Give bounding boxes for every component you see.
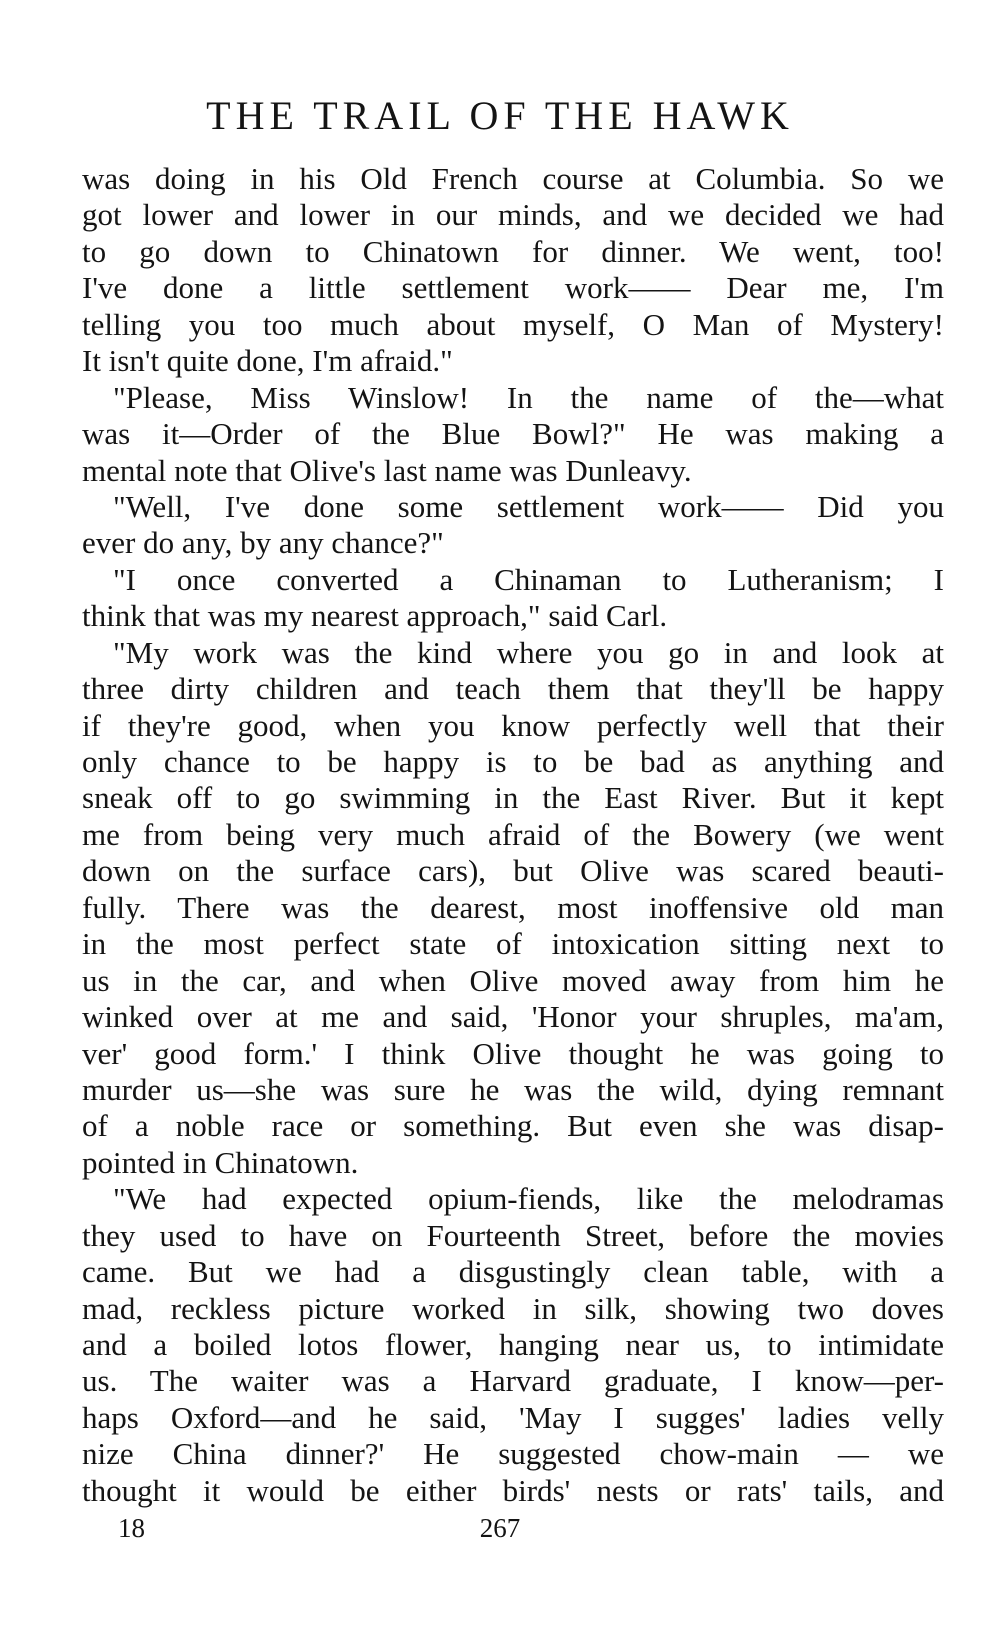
- text-line: me from being very much afraid of the Bowery (we went: [82, 816, 944, 852]
- text-line: haps Oxford—and he said, 'May I sugges' ladies velly: [82, 1399, 944, 1435]
- text-line: down on the surface cars), but Olive was scared beauti-: [82, 853, 944, 889]
- page-footer: [0, 1508, 1000, 1548]
- text-line: "My work was the kind where you go in and look at: [82, 634, 944, 670]
- body-text: [82, 161, 944, 1509]
- text-line: us in the car, and when Olive moved away from him he: [82, 962, 944, 998]
- text-line: telling you too much about myself, O Man of Mystery!: [82, 306, 944, 342]
- text-line: "I once converted a Chinaman to Lutheranism; I: [82, 561, 944, 597]
- text-line: came. But we had a disgustingly clean table, with a: [82, 1254, 944, 1290]
- text-line: pointed in Chinatown.: [82, 1144, 359, 1180]
- text-line: they used to have on Fourteenth Street, before the movies: [82, 1217, 944, 1253]
- text-line: and a boiled lotos flower, hanging near us, to intimidate: [82, 1327, 944, 1362]
- text-line: winked over at me and said, 'Honor your shruples, ma'am,: [82, 999, 944, 1035]
- text-line: of a noble race or something. But even she was disap-: [82, 1108, 944, 1144]
- text-line: "We had expected opium-fiends, like the melodramas: [82, 1181, 944, 1217]
- text-line: murder us—she was sure he was the wild, dying remnant: [82, 1071, 944, 1107]
- text-line: us. The waiter was a Harvard graduate, I know—per-: [82, 1363, 944, 1399]
- text-line: if they're good, when you know perfectly well that their: [82, 707, 944, 743]
- text-line: to go down to Chinatown for dinner. We went, too!: [82, 233, 944, 269]
- text-line: sneak off to go swimming in the East River. But it kept: [82, 780, 944, 816]
- text-line: nize China dinner?' He suggested chow-main — we: [82, 1436, 944, 1472]
- page-number: 267: [479, 1513, 521, 1543]
- text-line: think that was my nearest approach," said Carl.: [82, 598, 668, 634]
- text-line: mental note that Olive's last name was Dunleavy.: [82, 452, 692, 488]
- text-line: three dirty children and teach them that they'll be happy: [82, 671, 944, 707]
- text-line: only chance to be happy is to be bad as anything and: [82, 744, 944, 779]
- text-line: in the most perfect state of intoxication sitting next to: [82, 926, 944, 962]
- text-line: mad, reckless picture worked in silk, showing two doves: [82, 1290, 944, 1326]
- text-line: thought it would be either birds' nests or rats' tails, and: [82, 1472, 944, 1508]
- text-line: "Please, Miss Winslow! In the name of the—what: [82, 379, 944, 415]
- text-line: was it—Order of the Blue Bowl?" He was making a: [82, 416, 944, 452]
- text-line: was doing in his Old French course at Columbia. So we: [82, 161, 944, 196]
- text-line: "Well, I've done some settlement work—— Did you: [82, 488, 944, 524]
- text-line: ver' good form.' I think Olive thought he was going to: [82, 1035, 944, 1071]
- text-line: got lower and lower in our minds, and we decided we had: [82, 197, 944, 233]
- signature-mark: 18: [118, 1513, 145, 1543]
- text-line: ever do any, by any chance?": [82, 525, 444, 561]
- text-line: fully. There was the dearest, most inoffensive old man: [82, 889, 944, 925]
- text-line: It isn't quite done, I'm afraid.": [82, 343, 453, 379]
- running-head: THE TRAIL OF THE HAWK: [206, 93, 794, 138]
- text-line: I've done a little settlement work—— Dear me, I'm: [82, 270, 944, 306]
